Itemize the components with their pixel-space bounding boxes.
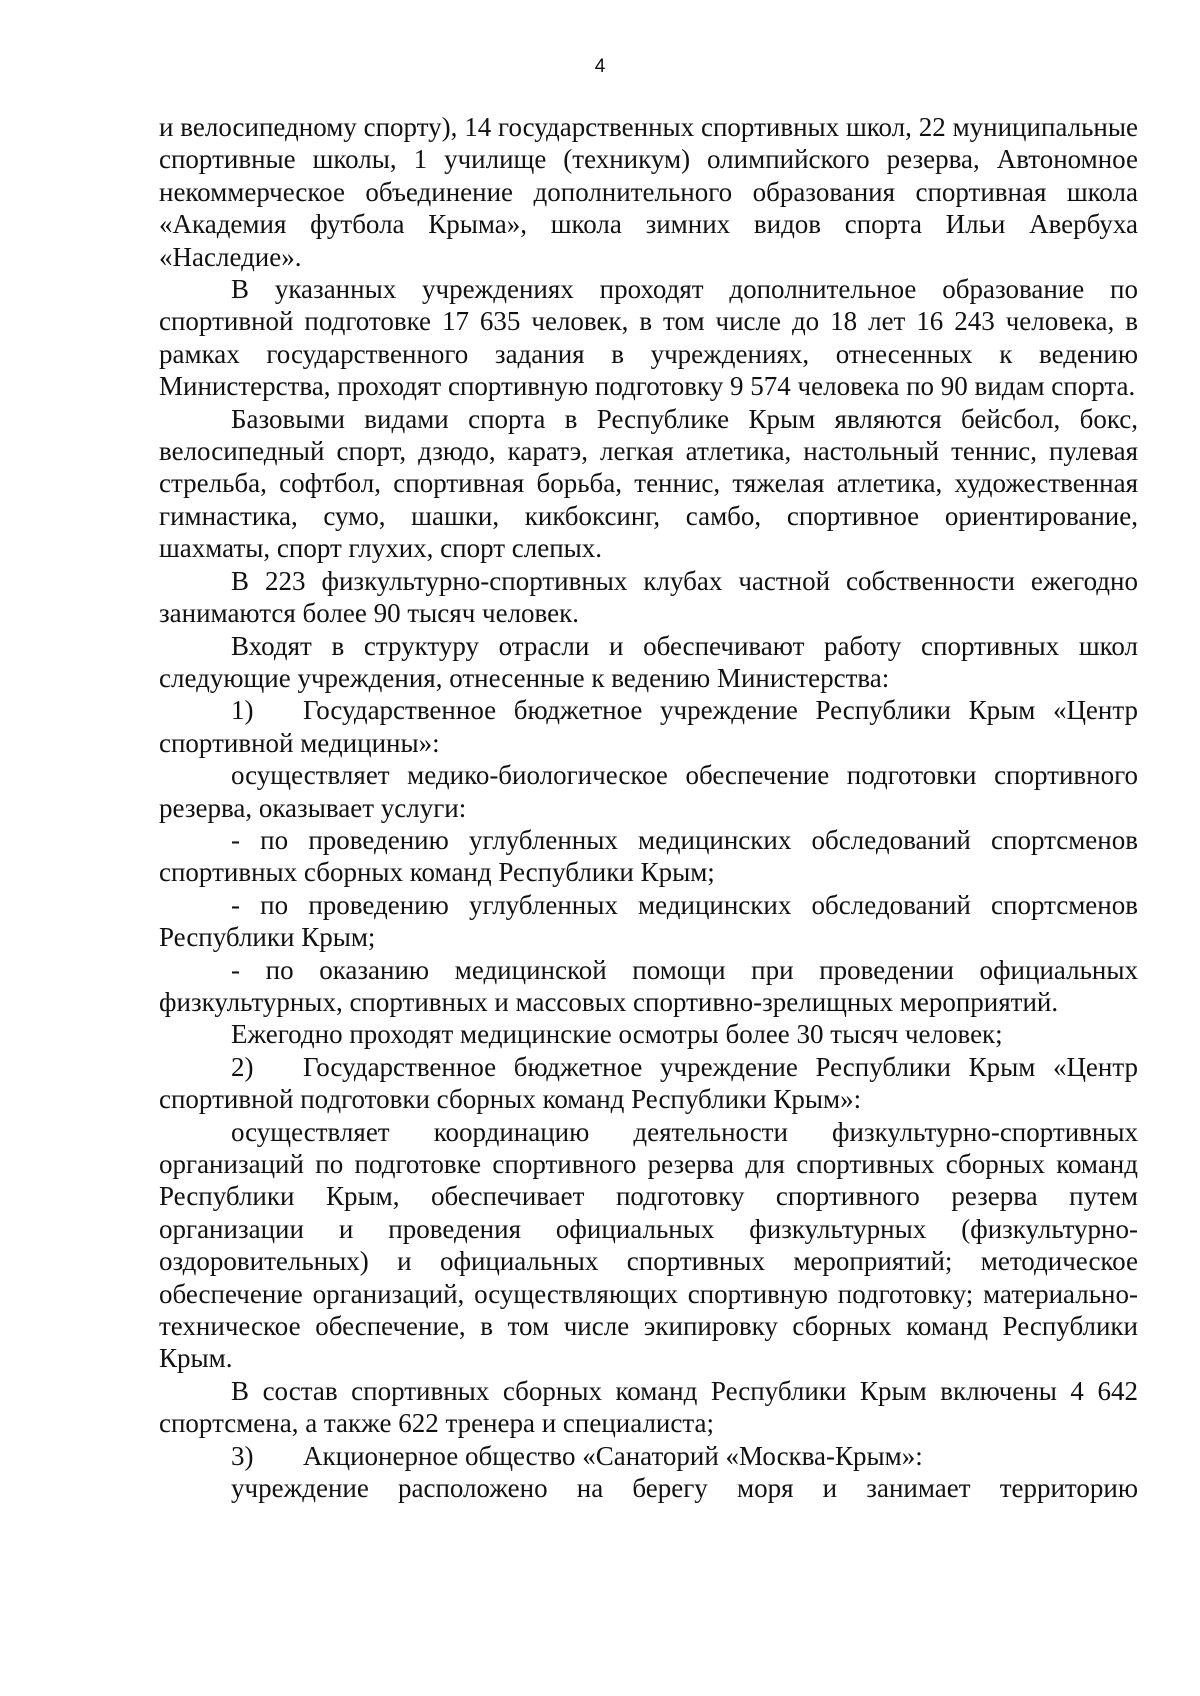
list-item-2-text: Государственное бюджетное учреждение Республики Крым «Центр спортивной подготовки сборных команд Республики Крым»:: [159, 1051, 1138, 1115]
document-body: [159, 111, 1138, 1504]
list-item-2-title: [159, 1051, 1138, 1116]
paragraph-base-sports: Базовыми видами спорта в Республике Крым являются бейсбол, бокс, велосипедный спорт, дзюдо, каратэ, легкая атлетика, настольный теннис, пулевая стрельба, софтбол, спортивная борьба, теннис, тяжелая атлетика, художественная гимнастика, сумо, шашки, кикбоксинг, самбо, спортивное ориентирование, шахматы, спорт глухих, спорт слепых.: [159, 403, 1138, 564]
list-item-3-text: Акционерное общество «Санаторий «Москва-Крым»:: [303, 1440, 923, 1471]
list-item-3-line: учреждение расположено на берегу моря и занимает территорию: [231, 1473, 1138, 1504]
list-item-3-number: 3): [231, 1440, 254, 1471]
paragraph-intro-continuation: и велосипедному спорту), 14 государственных спортивных школ, 22 муниципальные спортивные школы, 1 училище (техникум) олимпийского резерва, Автономное некоммерческое объединение дополнительного образования спортивная школа «Академия футбола Крыма», школа зимних видов спорта Ильи Авербуха «Наследие».: [159, 112, 1138, 272]
page-number: 4: [594, 56, 606, 77]
paragraph-enrollment: В указанных учреждениях проходят дополнительное образование по спортивной подготовке 17 635 человек, в том числе до 18 лет 16 243 человека, в рамках государственного задания в учреждениях, отнесенных к ведению Министерства, проходят спортивную подготовку 9 574 человека по 90 видам спорта.: [159, 274, 1138, 402]
list-item-2-line: осуществляет координацию деятельности физкультурно-спортивных организаций по подготовке спортивного резерва для спортивных сборных команд Республики Крым, обеспечивает подготовку спортивного резерва путем организации и проведения официальных физкультурных (физкультурно-оздоровительных) и официальных спортивных мероприятий; методическое обеспечение организаций, осуществляющих спортивную подготовку; материально-техническое обеспечение, в том числе экипировку сборных команд Республики Крым.: [159, 1116, 1138, 1374]
list-item-1-line: - по проведению углубленных медицинских обследований спортсменов спортивных сборных команд Республики Крым;: [159, 824, 1138, 888]
list-item-1-text: Государственное бюджетное учреждение Республики Крым «Центр спортивной медицины»:: [159, 695, 1138, 758]
list-item-1-number: 1): [231, 695, 254, 726]
list-item-2-line: В состав спортивных сборных команд Республики Крым включены 4 642 спортсмена, а также 622 тренера и специалиста;: [159, 1375, 1138, 1439]
list-item-3-title: [159, 1440, 1138, 1472]
list-item-1-line: - по проведению углубленных медицинских обследований спортсменов Республики Крым;: [159, 889, 1138, 953]
list-item-2-number: 2): [231, 1051, 254, 1082]
list-item-1-title: [159, 694, 1138, 759]
list-item-1-line: осуществляет медико-биологическое обеспечение подготовки спортивного резерва, оказывает услуги:: [159, 760, 1138, 823]
list-item-1-line: - по оказанию медицинской помощи при проведении официальных физкультурных, спортивных и массовых спортивно-зрелищных мероприятий.: [159, 954, 1138, 1017]
paragraph-private-clubs: В 223 физкультурно-спортивных клубах частной собственности ежегодно занимаются более 90 тысяч человек.: [159, 565, 1138, 629]
paragraph-institutions-intro: Входят в структуру отрасли и обеспечивают работу спортивных школ следующие учреждения, отнесенные к ведению Министерства:: [159, 630, 1138, 693]
list-item-1-line: Ежегодно проходят медицинские осмотры более 30 тысяч человек;: [231, 1019, 1003, 1050]
